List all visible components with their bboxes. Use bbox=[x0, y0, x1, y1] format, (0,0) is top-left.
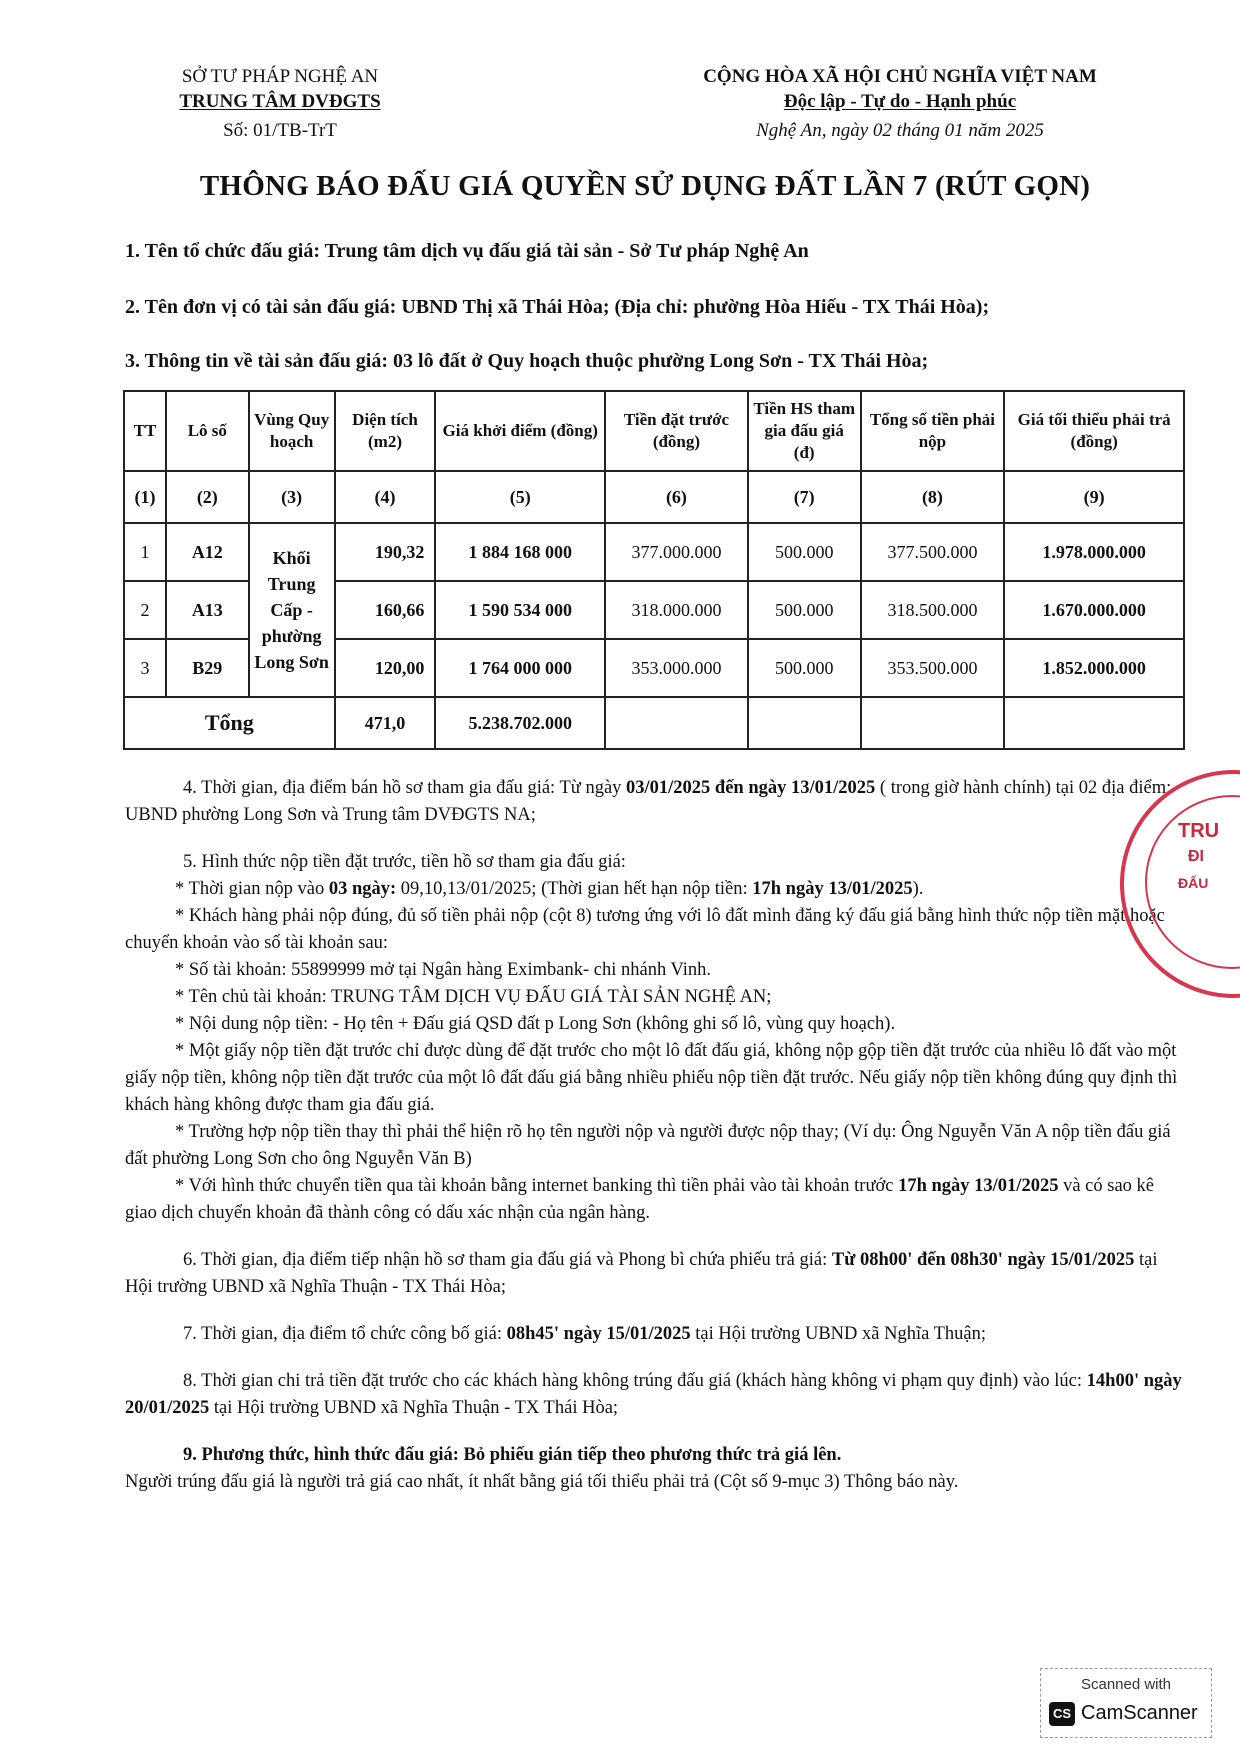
cell-total-pay: 377.500.000 bbox=[861, 523, 1005, 581]
text-run-bold: 08h45' ngày 15/01/2025 bbox=[506, 1324, 691, 1344]
text-run: tại Hội trường UBND xã Nghĩa Thuận - TX Thái Hòa; bbox=[125, 1250, 1158, 1297]
header-cell: Lô số bbox=[166, 391, 249, 471]
page-title: THÔNG BÁO ĐẤU GIÁ QUYỀN SỬ DỤNG ĐẤT LẦN 7 (RÚT GỌN) bbox=[199, 170, 1091, 202]
republic-name: CỘNG HÒA XÃ HỘI CHỦ NGHĨA VIỆT NAM bbox=[703, 66, 1097, 87]
paragraph-6 bbox=[125, 1247, 1187, 1301]
cell-min-price: 1.670.000.000 bbox=[1004, 581, 1184, 639]
text-run: 7. Thời gian, địa điểm tổ chức công bố giá: bbox=[183, 1324, 507, 1344]
text-run-bold: Từ 08h00' đến 08h30' ngày 15/01/2025 bbox=[831, 1250, 1135, 1270]
header-cell: Tiền đặt trước (đồng) bbox=[605, 391, 748, 471]
cell-fee: 500.000 bbox=[748, 639, 861, 697]
cell-area: 120,00 bbox=[335, 639, 436, 697]
republic-header bbox=[640, 64, 1160, 143]
text-run: * Với hình thức chuyển tiền qua tài khoản bằng internet banking thì tiền phải vào tài khoản trước bbox=[175, 1176, 899, 1196]
text-run-bold: 03 ngày: bbox=[328, 879, 397, 899]
cell-lot: A13 bbox=[166, 581, 249, 639]
paragraph-5-5: * Nội dung nộp tiền: - Họ tên + Đấu giá QSD đất p Long Sơn (không ghi số lô, vùng quy hoạch). bbox=[175, 1014, 896, 1034]
cell-min-price: 1.852.000.000 bbox=[1004, 639, 1184, 697]
header-cell: Tổng số tiền phải nộp bbox=[861, 391, 1005, 471]
paragraph-8 bbox=[125, 1368, 1187, 1422]
cell-start-price: 1 590 534 000 bbox=[435, 581, 605, 639]
paragraph-9: 9. Phương thức, hình thức đấu giá: Bỏ phiếu gián tiếp theo phương thức trả giá lên. bbox=[183, 1445, 842, 1465]
total-area: 471,0 bbox=[335, 697, 436, 749]
col-number: (9) bbox=[1004, 471, 1184, 523]
cell-area: 190,32 bbox=[335, 523, 436, 581]
cell-tt: 3 bbox=[124, 639, 166, 697]
cell-zone: Khối Trung Cấp - phường Long Sơn bbox=[249, 523, 335, 697]
text-run-bold: 17h ngày 13/01/2025 bbox=[752, 879, 913, 899]
asset-table bbox=[123, 390, 1185, 750]
paragraph-5-6: * Một giấy nộp tiền đặt trước chỉ được dùng để đặt trước cho một lô đất đấu giá, không nộp gộp tiền đặt trước của nhiều lô đất vào một giấy nộp tiền, không nộp tiền đặt trước của một lô đất đấu giá bằng nhiều phiếu nộp tiền đặt trước. Nếu giấy nộp tiền không đúng quy định thì khách hàng không được tham gia đấu giá. bbox=[125, 1041, 1178, 1115]
section-3: 3. Thông tin về tài sản đấu giá: 03 lô đất ở Quy hoạch thuộc phường Long Sơn - TX Thái Hòa; bbox=[125, 350, 929, 372]
empty-cell bbox=[605, 697, 748, 749]
total-row bbox=[124, 697, 1184, 749]
text-run-bold: 17h ngày 13/01/2025 bbox=[898, 1176, 1059, 1196]
header-cell: Vùng Quy hoạch bbox=[249, 391, 335, 471]
text-run: * Thời gian nộp vào bbox=[175, 879, 329, 899]
header-cell: Giá khởi điểm (đồng) bbox=[435, 391, 605, 471]
text-run: ). bbox=[912, 879, 924, 899]
col-number: (6) bbox=[605, 471, 748, 523]
agency-header bbox=[150, 64, 410, 143]
paragraph-4 bbox=[125, 775, 1187, 829]
header-cell: Giá tối thiểu phải trả (đồng) bbox=[1004, 391, 1184, 471]
col-number: (7) bbox=[748, 471, 861, 523]
text-run: 6. Thời gian, địa điểm tiếp nhận hồ sơ tham gia đấu giá và Phong bì chứa phiếu trả giá: bbox=[183, 1250, 832, 1270]
cell-deposit: 318.000.000 bbox=[605, 581, 748, 639]
cell-total-pay: 353.500.000 bbox=[861, 639, 1005, 697]
camscanner-logo-icon: CS bbox=[1049, 1702, 1075, 1726]
text-run: 4. Thời gian, địa điểm bán hồ sơ tham gia đấu giá: Từ ngày bbox=[183, 778, 627, 798]
cell-fee: 500.000 bbox=[748, 581, 861, 639]
paragraph-5-3: * Số tài khoản: 55899999 mở tại Ngân hàng Eximbank- chi nhánh Vinh. bbox=[175, 960, 712, 980]
text-run-bold: 03/01/2025 đến ngày 13/01/2025 bbox=[626, 778, 876, 798]
doc-number: Số: 01/TB-TrT bbox=[223, 120, 337, 141]
table-row bbox=[124, 523, 1184, 581]
header-cell: TT bbox=[124, 391, 166, 471]
cell-min-price: 1.978.000.000 bbox=[1004, 523, 1184, 581]
col-number: (4) bbox=[335, 471, 436, 523]
col-number: (5) bbox=[435, 471, 605, 523]
section-1: 1. Tên tổ chức đấu giá: Trung tâm dịch vụ đấu giá tài sản - Sở Tư pháp Nghệ An bbox=[125, 240, 809, 262]
col-number: (8) bbox=[861, 471, 1005, 523]
text-run: 09,10,13/01/2025; (Thời gian hết hạn nộp tiền: bbox=[396, 879, 753, 899]
place-date: Nghệ An, ngày 02 tháng 01 năm 2025 bbox=[756, 120, 1044, 141]
cell-deposit: 353.000.000 bbox=[605, 639, 748, 697]
paragraph-9-2: Người trúng đấu giá là người trả giá cao nhất, ít nhất bằng giá tối thiểu phải trả (Cột số 9-mục 3) Thông báo này. bbox=[125, 1472, 959, 1492]
text-run-bold: 14h00' ngày 20/01/2025 bbox=[125, 1371, 1182, 1418]
col-number: (1) bbox=[124, 471, 166, 523]
paragraph-5-2: * Khách hàng phải nộp đúng, đủ số tiền phải nộp (cột 8) tương ứng với lô đất mình đăng ký đấu giá bằng hình thức nộp tiền mặt hoặc chuyển khoản vào số tài khoản sau: bbox=[125, 906, 1165, 953]
empty-cell bbox=[1004, 697, 1184, 749]
scanner-caption: Scanned with bbox=[1080, 1676, 1172, 1693]
cell-deposit: 377.000.000 bbox=[605, 523, 748, 581]
text-run: 8. Thời gian chi trả tiền đặt trước cho các khách hàng không trúng đấu giá (khách hàng không vi phạm quy định) vào lúc: bbox=[183, 1371, 1087, 1391]
camscanner-badge bbox=[1040, 1668, 1212, 1738]
paragraph-5-4: * Tên chủ tài khoản: TRUNG TÂM DỊCH VỤ ĐẤU GIÁ TÀI SẢN NGHỆ AN; bbox=[175, 987, 772, 1007]
paragraph-5: 5. Hình thức nộp tiền đặt trước, tiền hồ sơ tham gia đấu giá: bbox=[183, 852, 626, 872]
paragraph-5-1 bbox=[125, 876, 1187, 903]
cell-start-price: 1 884 168 000 bbox=[435, 523, 605, 581]
section-2: 2. Tên đơn vị có tài sản đấu giá: UBND Thị xã Thái Hòa; (Địa chỉ: phường Hòa Hiếu - TX Thái Hòa); bbox=[125, 296, 990, 318]
header-cell: Tiền HS tham gia đấu giá (đ) bbox=[748, 391, 861, 471]
paragraph-7 bbox=[125, 1321, 1187, 1348]
col-number: (3) bbox=[249, 471, 335, 523]
text-run: ( trong giờ hành chính) tại 02 địa điểm: UBND phường Long Sơn và Trung tâm DVĐGTS NA; bbox=[125, 778, 1172, 825]
agency-line2: TRUNG TÂM DVĐGTS bbox=[179, 91, 381, 112]
empty-cell bbox=[748, 697, 861, 749]
header-cell: Diện tích (m2) bbox=[335, 391, 436, 471]
total-start-price: 5.238.702.000 bbox=[435, 697, 605, 749]
column-number-row bbox=[124, 471, 1184, 523]
cell-start-price: 1 764 000 000 bbox=[435, 639, 605, 697]
table-header-row bbox=[124, 391, 1184, 471]
cell-lot: A12 bbox=[166, 523, 249, 581]
cell-tt: 1 bbox=[124, 523, 166, 581]
stamp-text: ĐI bbox=[1188, 848, 1204, 865]
text-run: tại Hội trường UBND xã Nghĩa Thuận; bbox=[690, 1324, 987, 1344]
total-label: Tổng bbox=[124, 697, 335, 749]
col-number: (2) bbox=[166, 471, 249, 523]
notice-body bbox=[125, 775, 1187, 1496]
empty-cell bbox=[861, 697, 1005, 749]
cell-lot: B29 bbox=[166, 639, 249, 697]
cell-area: 160,66 bbox=[335, 581, 436, 639]
cell-fee: 500.000 bbox=[748, 523, 861, 581]
paragraph-5-8 bbox=[125, 1173, 1187, 1227]
paragraph-5-7: * Trường hợp nộp tiền thay thì phải thể hiện rõ họ tên người nộp và người được nộp thay; (Ví dụ: Ông Nguyễn Văn A nộp tiền đấu giá đất phường Long Sơn cho ông Nguyễn Văn B) bbox=[125, 1122, 1171, 1169]
motto: Độc lập - Tự do - Hạnh phúc bbox=[783, 91, 1017, 112]
agency-line1: SỞ TƯ PHÁP NGHỆ AN bbox=[181, 66, 379, 87]
stamp-text: TRU bbox=[1178, 820, 1220, 842]
scanner-name: CamScanner bbox=[1081, 1702, 1198, 1724]
cell-total-pay: 318.500.000 bbox=[861, 581, 1005, 639]
text-run: tại Hội trường UBND xã Nghĩa Thuận - TX Thái Hòa; bbox=[209, 1398, 619, 1418]
text-run: và có sao kê giao dịch chuyển khoản đã thành công có dấu xác nhận của ngân hàng. bbox=[125, 1176, 1154, 1223]
stamp-text: ĐẤU bbox=[1178, 875, 1209, 891]
cell-tt: 2 bbox=[124, 581, 166, 639]
